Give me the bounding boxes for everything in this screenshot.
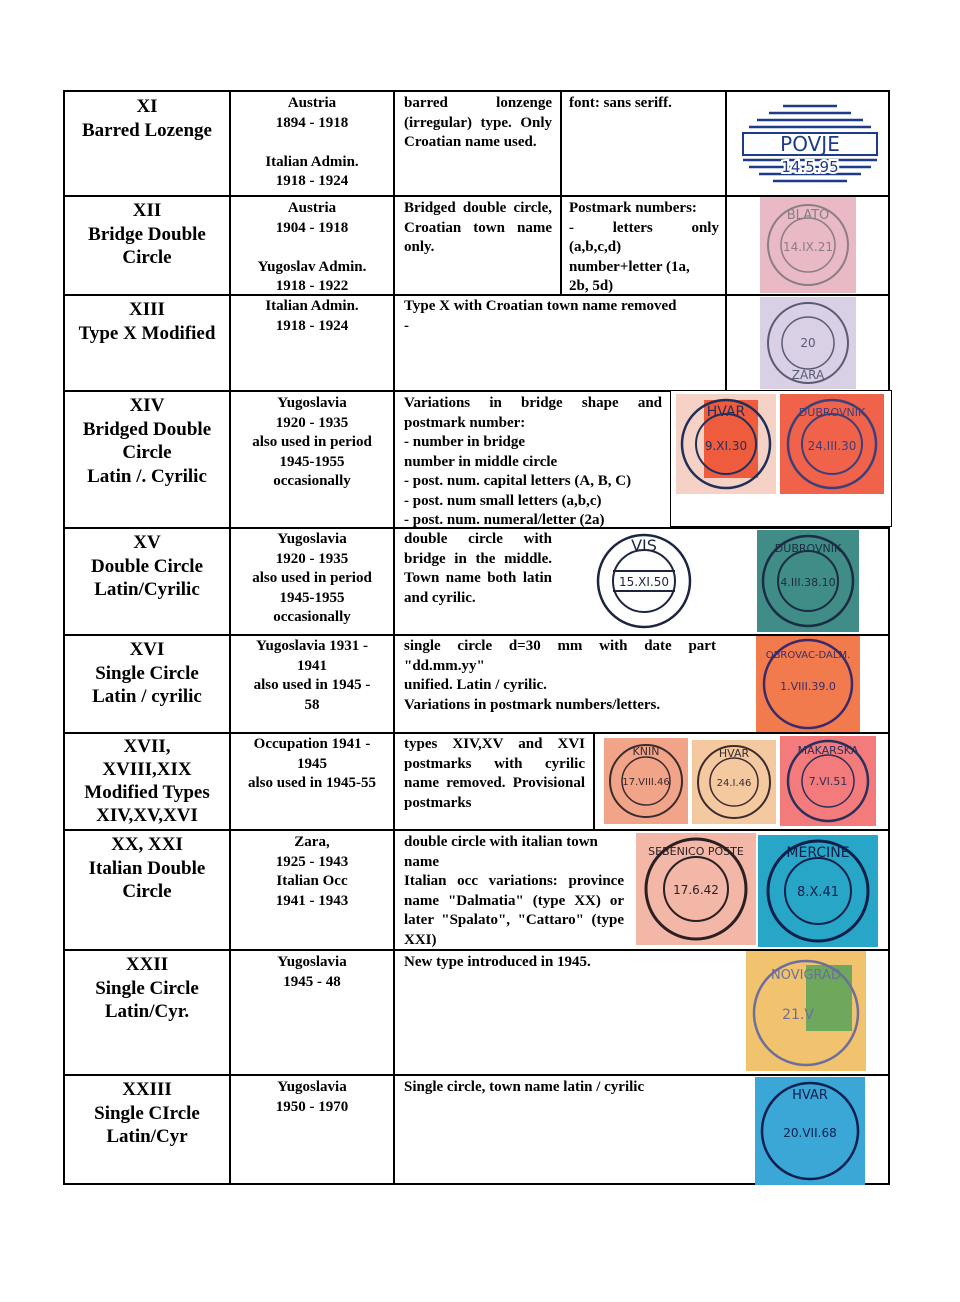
description-line: Variations in postmark numbers/letters. [404,696,661,713]
type-number: XII [132,200,162,221]
note-line: (a,b,c,d) [569,239,622,255]
postmark-town: SEBENICO POSTE [648,845,744,858]
postmark-date: 4.III.38.10 [780,576,836,589]
note-line: 2b, 5d) [569,278,614,294]
note-text: font: sans seriff. [569,95,672,111]
postmark-date: 21.V [782,1007,814,1023]
description-line: - post. num small letters (a,b,c) [404,492,602,509]
type-name: Circle [122,442,172,463]
type-cell [66,95,228,142]
period-line: 1920 - 1935 [275,414,349,431]
type-name: Latin / cyrilic [92,686,202,707]
type-name: Circle [122,247,172,268]
postmark-town: HVAR [718,747,750,760]
description-line: number in middle circle [404,453,558,470]
type-name: Latin/Cyrilic [94,579,200,600]
period-line: occasionally [273,473,351,489]
postmark-image [746,951,866,1071]
column-divider [393,90,395,1185]
row-divider [63,1074,890,1076]
period-line: 1894 - 1918 [275,114,349,131]
postmark-image [692,740,776,824]
type-cell [66,199,228,270]
type-name: Double Circle [90,555,204,577]
note-line: number+letter (1a, [569,258,690,275]
postmark-image [604,738,688,824]
postmark-date: 7.VI.51 [808,775,848,788]
postmark-image [760,297,856,389]
period-line: Italian Occ [276,873,348,889]
period-line: Yugoslav Admin. [257,258,367,275]
period-cell [232,94,392,192]
postmark-date: 20.VII.68 [783,1126,837,1140]
period-line: 1918 - 1922 [275,278,349,294]
type-name: Modified Types [84,782,210,803]
type-number: XVIII,XIX [102,759,192,780]
period-line: 1918 - 1924 [275,173,349,189]
postmark-town: OBROVAC-DALM. [765,650,851,661]
description-line: - [404,317,409,334]
postmark-town: ZARA [791,368,825,382]
type-cell [66,298,228,345]
postmark-image [780,394,884,494]
postmark-date: 8.X.41 [797,885,839,900]
postmark-town: KNIN [632,745,660,758]
period-line: 1945-1955 [279,453,345,470]
type-number: XXIII [122,1079,172,1100]
type-name: Bridge Double [88,223,206,245]
period-line: Austria [287,95,337,111]
period-line: Yugoslavia 1931 - [256,638,368,654]
postmark-image [760,197,856,293]
description-line: - number in bridge [404,434,525,450]
description-cell [404,833,624,950]
column-divider [560,90,562,294]
description-text: Italian occ variations: province name "Dalmatia" (type XX) or later "Spalato", "Cattaro" (type XXI) [404,873,624,948]
type-name: Italian Double [88,857,206,879]
description-line: unified. Latin / cyrilic. [404,677,547,693]
postmark-date: 20 [800,336,816,350]
type-cell [66,531,228,602]
type-cell [66,394,228,488]
description-text: double circle with bridge in the middle. Town name both latin and cyrilic. [404,531,552,606]
postmark-date: 14.5.95 [781,158,839,176]
description-cell [404,637,716,715]
period-line: also used in 1945-55 [248,775,376,791]
postmark-town: VIS [631,536,657,555]
description-cell [404,735,585,813]
description-text: New type introduced in 1945. [404,954,591,970]
postmark-date: 14.IX.21 [783,240,833,254]
period-line [232,238,392,258]
postmark-town: DUBROVNIK [774,542,842,555]
row-divider [63,829,890,831]
type-number: XIV [129,395,165,416]
period-line: 1950 - 1970 [275,1098,349,1115]
period-line: Yugoslavia [277,395,347,411]
period-cell [232,637,392,715]
period-cell [232,297,392,336]
description-text: barred lonzenge (irregular) type. Only Croatian name used. [404,95,552,150]
type-number: XIII [129,299,165,320]
type-name: Barred Lozenge [82,119,212,141]
postmark-town: MERCINE [786,845,850,861]
postmark-date: 9.XI.30 [704,439,748,453]
postmark-image [590,527,698,635]
postmark-image [755,1077,865,1185]
type-cell [66,638,228,709]
period-line: 1945-1955 [279,589,345,606]
type-cell [66,833,228,904]
row-divider [63,294,890,296]
period-line: Yugoslavia [277,1079,347,1095]
type-name: Latin/Cyr [106,1126,188,1147]
period-line: Austria [287,200,337,216]
period-line: also used in period [252,570,372,586]
postmark-town: POVJE [780,132,840,156]
period-cell [232,1078,392,1117]
type-name: Single CIrcle [94,1102,200,1124]
period-line: Yugoslavia [277,531,347,547]
description-line: single circle d=30 mm with date part [404,638,716,654]
note-line: - letters only [569,219,719,239]
type-number: XVII, [123,736,171,757]
postmark-date: 1.VIII.39.0 [780,680,836,693]
postmark-town: MAKARSKA [797,744,859,757]
column-divider [725,90,727,390]
type-name: Single Circle [95,977,199,999]
description-cell [404,94,552,153]
postmark-date: 15.XI.50 [619,575,669,589]
postmark-town: HVAR [706,404,746,420]
period-line: Italian Admin. [265,153,359,170]
postmark-date: 17.VIII.46 [622,777,670,788]
period-cell [232,394,392,492]
type-cell [66,735,228,827]
period-line: also used in 1945 - [253,677,371,693]
type-number: XV [133,532,161,553]
period-line: 1941 - 1943 [275,892,349,909]
description-text: Single circle, town name latin / cyrilic [404,1079,645,1095]
description-line: "dd.mm.yy" [404,657,485,674]
description-line: Type X with Croatian town name removed [404,298,677,314]
period-line: Zara, [294,834,330,850]
type-cell [66,953,228,1024]
description-line: Variations in bridge shape and [404,395,662,411]
type-name: Bridged Double [82,418,212,440]
period-line: 1918 - 1924 [275,317,349,334]
description-line: - post. num. numeral/letter (2a) [404,512,605,528]
type-number: XI [136,96,158,117]
period-line: 58 [304,696,320,713]
postmark-image [756,636,860,732]
description-cell [404,530,552,608]
period-line: 1920 - 1935 [275,550,349,567]
postmark-town: HVAR [792,1088,828,1103]
period-line: Italian Admin. [265,298,359,314]
note-line: Postmark numbers: [569,200,697,216]
postmark-image [780,736,876,826]
description-cell [404,199,552,258]
period-line: also used in period [252,434,372,450]
type-cell [66,1078,228,1149]
period-cell [232,833,392,911]
period-cell [232,735,392,794]
postmark-image [757,530,859,632]
period-line: Occupation 1941 - [253,736,371,752]
note-cell [569,199,719,297]
period-line: Yugoslavia [277,954,347,970]
type-number: XVI [129,639,165,660]
period-line [232,133,392,153]
description-line: - post. num. capital letters (A, B, C) [404,473,632,489]
cell-divider [593,732,595,829]
postmark-image [758,835,878,947]
note-word: letters [612,219,653,236]
column-divider [229,90,231,1185]
period-line: 1945 [297,755,327,772]
postmark-town: NOVIGRAD [771,968,841,983]
description-line: postmark number: [404,414,526,431]
postmark-image [735,100,885,188]
description-cell [404,394,662,531]
type-number: XX, XXI [111,834,183,855]
period-line: 1904 - 1918 [275,219,349,236]
description-text: Bridged double circle, Croatian town name only. [404,200,552,255]
type-name: Latin /. Cyrilic [87,465,207,487]
postmark-image [676,394,776,494]
row-divider [63,732,890,734]
period-cell [232,199,392,297]
description-text: types XIV,XV and XVI postmarks with cyrilic name removed. Provisional postmarks [404,736,585,811]
description-cell [404,297,722,336]
description-text: double circle with italian town name [404,834,598,870]
period-line: 1945 - 48 [283,973,341,990]
period-cell [232,953,392,992]
type-number: XXII [125,954,169,975]
postmark-date: 17.6.42 [673,883,719,897]
period-line: occasionally [273,609,351,625]
period-line: 1925 - 1943 [275,853,349,870]
period-cell [232,530,392,628]
postmark-date: 24.III.30 [807,439,857,453]
postmark-image [636,833,756,945]
type-name: Type X Modified [78,322,216,344]
type-name: XIV,XV,XVI [96,805,198,826]
period-line: 1941 [297,657,327,674]
type-name: Single Circle [95,662,199,684]
type-name: Latin/Cyr. [104,1001,190,1022]
type-name: Circle [122,881,172,902]
postmark-date: 24.I.46 [716,778,752,789]
postmark-town: BLATO [786,208,830,223]
postmark-town: DUBROVNIK [798,406,866,419]
